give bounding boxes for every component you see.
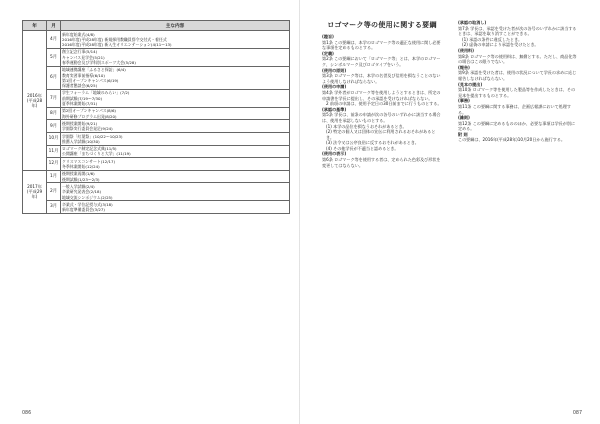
text-column-left xyxy=(322,34,442,168)
event-line: 第2回オープンキャンパス(8/6) xyxy=(62,108,116,114)
event-line: 学園祭「紅葉祭」(10/22～10/23) xyxy=(62,133,123,139)
table-row xyxy=(23,170,290,183)
article-text: 第5条 学長は、前条の申請が次の各号のいずれかに該当する場合は、使用を承認しないものとする。 xyxy=(322,112,441,123)
section-heading: (雑則) xyxy=(458,115,470,121)
table-row xyxy=(23,66,290,89)
month-cell: 8月 xyxy=(47,107,61,120)
event-line: 冬季休業開始(12/24) xyxy=(62,164,100,170)
year-cell: 2016年 (平成28年) xyxy=(23,31,47,171)
event-line: 海外研修プログラム出発(8/20) xyxy=(62,113,117,119)
document-title: ロゴマーク等の使用に関する要綱 xyxy=(327,21,437,29)
events-table-body xyxy=(23,31,290,214)
event-line: 夏季休業開始(7/31) xyxy=(62,101,98,107)
article-text: 第3条 ロゴマーク等は、本学の名誉及び信用を損なうことのないよう使用しなければならない。 xyxy=(322,73,441,84)
section-heading: (報告) xyxy=(458,64,470,70)
article-text: 第4条 学外者がロゴマーク等を使用しようとするときは、所定の申請書を学長に提出し、その承認を受けなければならない。 xyxy=(322,89,441,101)
page-number-left: 086 xyxy=(22,411,32,416)
contents-cell xyxy=(61,107,290,120)
section-heading: (承認の取消し) xyxy=(458,20,487,25)
article-text: 第10条 ロゴマーク等を使用した製品等を作成したときは、その見本を提出するものとする。 xyxy=(458,87,576,98)
event-line: 新年度準備委員会(3/27) xyxy=(62,207,105,213)
month-cell: 2月 xyxy=(47,183,61,201)
section-heading: (使用の申請) xyxy=(322,84,347,90)
month-cell: 3月 xyxy=(47,201,61,214)
right-page xyxy=(300,0,600,424)
event-line: キャンパス見学会(5/21) xyxy=(62,54,105,60)
event-line: 公開講座「まちづくりと大学」(11/19) xyxy=(62,151,131,157)
article-text: 第6条 ロゴマーク等を使用する者は、定められた色彩及び形状を変更してはならない。 xyxy=(322,157,441,168)
event-line: 前期試験(7/19～7/30) xyxy=(62,95,102,101)
month-cell: 10月 xyxy=(47,133,61,146)
article-text: (3) 法令又は公序良俗に反するおそれがあるとき。 xyxy=(326,140,419,146)
event-line: 創立記念行事(5/14) xyxy=(62,49,98,55)
event-line: ロゴマーク制定記念式典(11/5) xyxy=(62,146,117,152)
contents-cell xyxy=(61,170,290,183)
table-row xyxy=(23,107,290,120)
contents-cell xyxy=(61,201,290,214)
table-row xyxy=(23,48,290,66)
event-line: 卒業式・学位記授与式(3/18) xyxy=(62,201,113,207)
event-line: 地域連携講座「ふるさと探訪」(6/4) xyxy=(62,67,126,73)
month-cell: 5月 xyxy=(47,48,61,66)
article-text: 第9条 承認を受けた者は、使用の状況について学長の求めに応じ報告しなければならない。 xyxy=(458,70,577,81)
page-number-right: 087 xyxy=(572,411,582,416)
table-row xyxy=(23,31,290,49)
month-cell: 6月 xyxy=(47,66,61,89)
section-heading: 附 則 xyxy=(458,131,468,137)
article-text: 2 前項の申請は、使用予定日の30日前までに行うものとする。 xyxy=(326,101,442,107)
event-line: クリスマスコンサート(12/17) xyxy=(62,158,115,164)
article-text: (1) 承認の条件に違反したとき。 xyxy=(462,36,523,42)
event-line: 後期試験(1/23～2/3) xyxy=(62,176,100,182)
article-text: この要綱は、2016年(平成28年)10月20日から施行する。 xyxy=(458,137,566,143)
header-year: 年 xyxy=(23,21,47,31)
event-line: 学生フォーラム「地域のみらい」(7/2) xyxy=(62,90,130,96)
article-text: 第11条 この要綱に関する事務は、企画広報課において処理する。 xyxy=(458,103,571,115)
event-line: 教育実習事前指導(6/10) xyxy=(62,72,105,78)
event-line: 2016年度(平成28年度) 新入生オリエンテーション(4/11～13) xyxy=(62,42,172,48)
article-text: 第2条 この要綱において「ロゴマーク等」とは、本学のロゴマーク、シンボルマーク及びロゴタイプをいう。 xyxy=(322,56,441,67)
article-text: 第12条 この要綱に定めるもののほか、必要な事項は学長が別に定める。 xyxy=(458,120,576,132)
article-text: 第8条 ロゴマーク等の使用料は、無償とする。ただし、商品化等の場合はこの限りでない。 xyxy=(458,53,577,65)
header-contents: 主な内容 xyxy=(61,21,290,31)
contents-cell xyxy=(61,120,290,133)
table-row xyxy=(23,89,290,107)
month-cell: 1月 xyxy=(47,170,61,183)
event-line: 卒業研究発表会(2/18) xyxy=(62,189,102,195)
table-row xyxy=(23,120,290,133)
month-cell: 7月 xyxy=(47,89,61,107)
event-line: 地域交流シンポジウム(2/25) xyxy=(62,194,113,200)
event-line: 2016年度(平成28年度) 新規採用教職員辞令交付式・着任式 xyxy=(62,36,167,42)
event-line: 春季運動会及び学科別スポーツ大会(5/28) xyxy=(62,59,136,65)
contents-cell xyxy=(61,48,290,66)
article-text: (2) 虚偽の申請により承認を受けたとき。 xyxy=(462,42,539,48)
article-text: 第1条 この要綱は、本学のロゴマーク等の適正な使用に関し必要な事項を定めるものとする。 xyxy=(322,39,441,51)
section-heading: (趣旨) xyxy=(322,34,334,39)
contents-cell xyxy=(61,145,290,158)
contents-cell xyxy=(61,31,290,49)
section-heading: (使用の原則) xyxy=(322,67,347,73)
table-header-row xyxy=(23,21,290,31)
year-cell: 2017年 (平成29年) xyxy=(23,170,47,213)
contents-cell xyxy=(61,158,290,171)
section-heading: (使用料) xyxy=(458,47,475,53)
contents-cell xyxy=(61,66,290,89)
contents-cell xyxy=(61,133,290,146)
article-text: 第7条 学長は、承認を受けた者が次の各号のいずれかに該当するときは、承認を取り消すことができる。 xyxy=(458,25,577,37)
month-cell: 12月 xyxy=(47,158,61,171)
article-text: (1) 本学の品位を損なうおそれがあるとき。 xyxy=(326,123,407,129)
event-line: 推薦入学試験(10/30) xyxy=(62,138,100,144)
event-line: 第1回オープンキャンパス(6/19) xyxy=(62,77,119,83)
text-column-right xyxy=(458,20,578,143)
event-line: 新年度始業式(4/8) xyxy=(62,31,95,37)
event-line: 後期授業開始(9/21) xyxy=(62,120,98,126)
article-text: (4) その他学長が不適当と認めるとき。 xyxy=(326,145,399,151)
table-row xyxy=(23,145,290,158)
section-heading: (定義) xyxy=(322,50,334,56)
month-cell: 9月 xyxy=(47,120,61,133)
contents-cell xyxy=(61,183,290,201)
month-cell: 11月 xyxy=(47,145,61,158)
month-cell: 4月 xyxy=(47,31,61,49)
table-row xyxy=(23,201,290,214)
contents-cell xyxy=(61,89,290,107)
section-heading: (使用の表示) xyxy=(322,151,347,157)
table-row xyxy=(23,158,290,171)
table-row xyxy=(23,133,290,146)
section-heading: (見本の提出) xyxy=(458,81,483,87)
event-line: 学園祭実行委員会発足(9/24) xyxy=(62,126,113,132)
event-line: 保護者懇談会(6/25) xyxy=(62,83,98,89)
section-heading: (事務) xyxy=(458,98,470,104)
event-line: 後期授業再開(1/6) xyxy=(62,171,95,177)
header-month: 月 xyxy=(47,21,61,31)
table-row xyxy=(23,183,290,201)
section-heading: (承認の基準) xyxy=(322,106,347,112)
events-table xyxy=(22,20,290,214)
article-text: (2) 特定の個人又は団体の宣伝に利用されるおそれがあるとき。 xyxy=(326,129,436,140)
event-line: 一般入学試験(2/4) xyxy=(62,183,95,189)
